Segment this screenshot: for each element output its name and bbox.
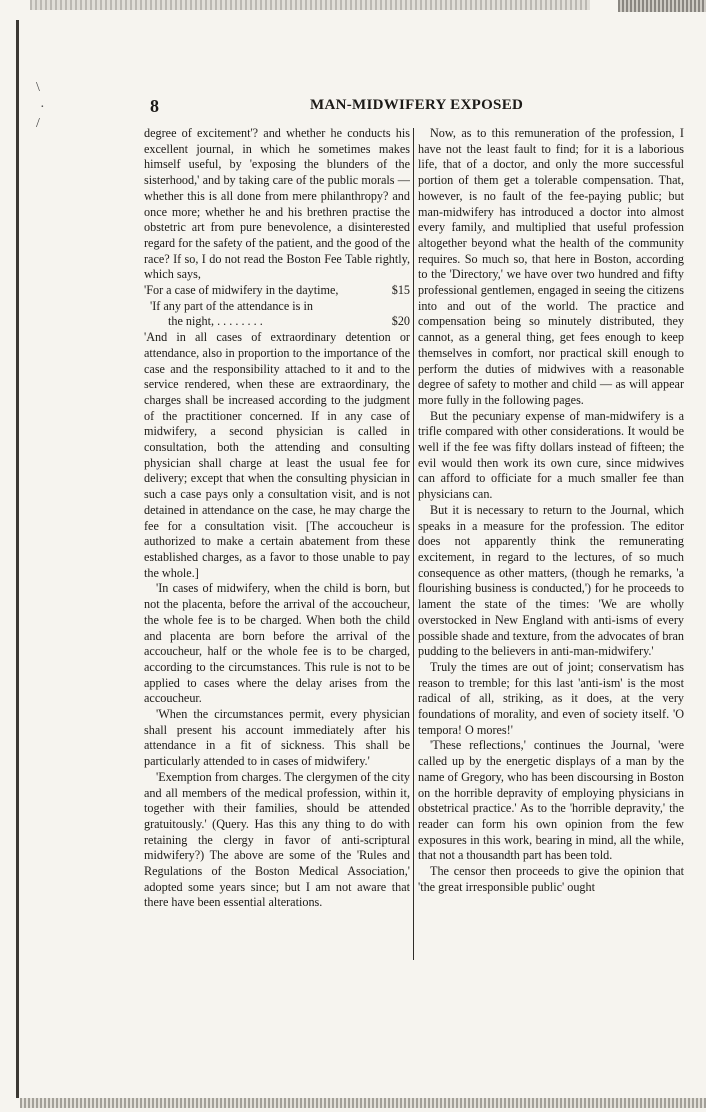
paragraph: 'When the circumstances permit, every physician shall present his account immediately after his attendance in a fit of sickness. This shall be particularly attended to in cases of midwifery.': [144, 707, 410, 769]
margin-mark: ·: [40, 100, 45, 115]
fee-line: [144, 283, 410, 299]
paragraph: degree of excitement'? and whether he conducts his excellent journal, in which he sometimes makes himself useful, by 'exposing the blunders of the sisterhood,' and by taking care of the public morals — whether this is all done from mere philanthropy? and once more; whether he and his brethren practise the obstetric art from pure benevolence, a disinterested regard for the safety of the patient, and the good of the race? If so, I do not read the Boston Fee Table rightly, which says,: [144, 126, 410, 282]
paragraph: 'These reflections,' continues the Journal, 'were called up by the energetic displays of a man by the name of Gregory, who has been discoursing in Boston on the horrible depravity of employing physicians in obstetrical practice.' As to the 'horrible depravity,' the reader can form his own opinion from the few exposures in this work, bearing in mind, all the while, that not a thousandth part has been told.: [418, 738, 684, 863]
paragraph: Now, as to this remuneration of the profession, I have not the least fault to find; for it is a laborious life, that of a doctor, and only the more successful portion of them get a tolerable compensation. That, however, is no fault of the fee-paying public; but man-midwifery has introduced a doctor into almost every family, and multiplied that useful profession altogether beyond what the health of the community requires. So much so, that here in Boston, according to the 'Directory,' we have over two hundred and fifty professional gentlemen, engaged in seeing the citizens into and out of the world. The practice and compensation being so minutely distributed, they cannot, as a general thing, get fees enough to keep themselves in comfort, nor practical skill enough to perform the duties of midwives with a reasonable degree of safety to mother and child — as will appear more fully in the following pages.: [418, 126, 684, 407]
page-edge-bottom: [20, 1098, 706, 1108]
column-rule: [413, 128, 414, 960]
page-edge-top: [30, 0, 590, 10]
page-number: 8: [150, 96, 159, 116]
page-binding-edge: [16, 20, 19, 1098]
fee-amount: $20: [391, 314, 410, 329]
paragraph: The censor then proceeds to give the opinion that 'the great irresponsible public' ought: [418, 864, 684, 894]
margin-mark: /: [36, 116, 40, 131]
fee-amount: $15: [391, 283, 410, 298]
page-edge-top-right: [618, 0, 706, 12]
paragraph: Truly the times are out of joint; conservatism has reason to tremble; for this last 'anti-ism' is the most radical of all, striking, as it does, at the very foundations of morality, and even of society itself. 'O tempora! O mores!': [418, 659, 684, 737]
fee-label: 'If any part of the attendance is in: [150, 298, 313, 313]
paragraph: 'And in all cases of extraordinary detention or attendance, also in proportion to the importance of the case and the responsibility attached to it and to the service rendered, when these are extraordinary, the charges shall be increased according to the judgment of the practitioner concerned. If in any case of midwifery, a second physician is called in consultation, both the attending and consulting physician shall charge at least the usual fee for delivery; except that when the consulting physician in such a case pays only a consultation visit, and is not detained in attendance on the case, he may charge the fee for a consultation visit. [The accoucheur is authorized to make a certain abatement from these established charges, as a favor to those unable to pay the whole.]: [144, 330, 410, 580]
fee-label: the night, . . . . . . . .: [168, 314, 263, 329]
paragraph: 'Exemption from charges. The clergymen of the city and all members of the medical profession, within it, together with their families, should be attended gratuitously.' (Query. Has this any thing to do with retaining the clergy in favor of anti-scriptural midwifery?) The above are some of the 'Rules and Regulations of the Boston Medical Association,' adopted some years since; but I am not aware that there have been essential alterations.: [144, 769, 410, 910]
left-column: [144, 126, 410, 911]
right-column: [418, 126, 684, 895]
paragraph: 'In cases of midwifery, when the child is born, but not the placenta, before the arrival of the accoucheur, the whole fee is to be charged. When both the child and placenta are born before the arrival of the accoucheur, half or the whole fee is to be charged, according to the circumstances. This rule is not to be applied to cases where the delay arises from the accoucheur.: [144, 581, 410, 706]
paragraph: But the pecuniary expense of man-midwifery is a trifle compared with other considerations. It would be well if the fee was fifty dollars instead of fifteen; the evil would then work its own cure, since midwives can afford to officiate for a much smaller fee than physicians can.: [418, 408, 684, 502]
margin-mark: \: [36, 80, 40, 95]
fee-label: 'For a case of midwifery in the daytime,: [144, 283, 339, 298]
running-head: MAN-MIDWIFERY EXPOSED: [310, 97, 524, 113]
fee-line: [144, 314, 410, 330]
paragraph: But it is necessary to return to the Journal, which speaks in a measure for the profession. The editor does not apparently think the remunerating excitement, in regard to the lectures, of so much consequence as other matters, (though he remarks, 'a flourishing business is conducted,') for he proceeds to lament the state of the times: 'We are wholly overstocked in New England with anti-isms of every possible shade and texture, from the advocates of bran pudding to the believers in anti-man-midwifery.': [418, 502, 684, 659]
fee-line: [144, 299, 410, 315]
